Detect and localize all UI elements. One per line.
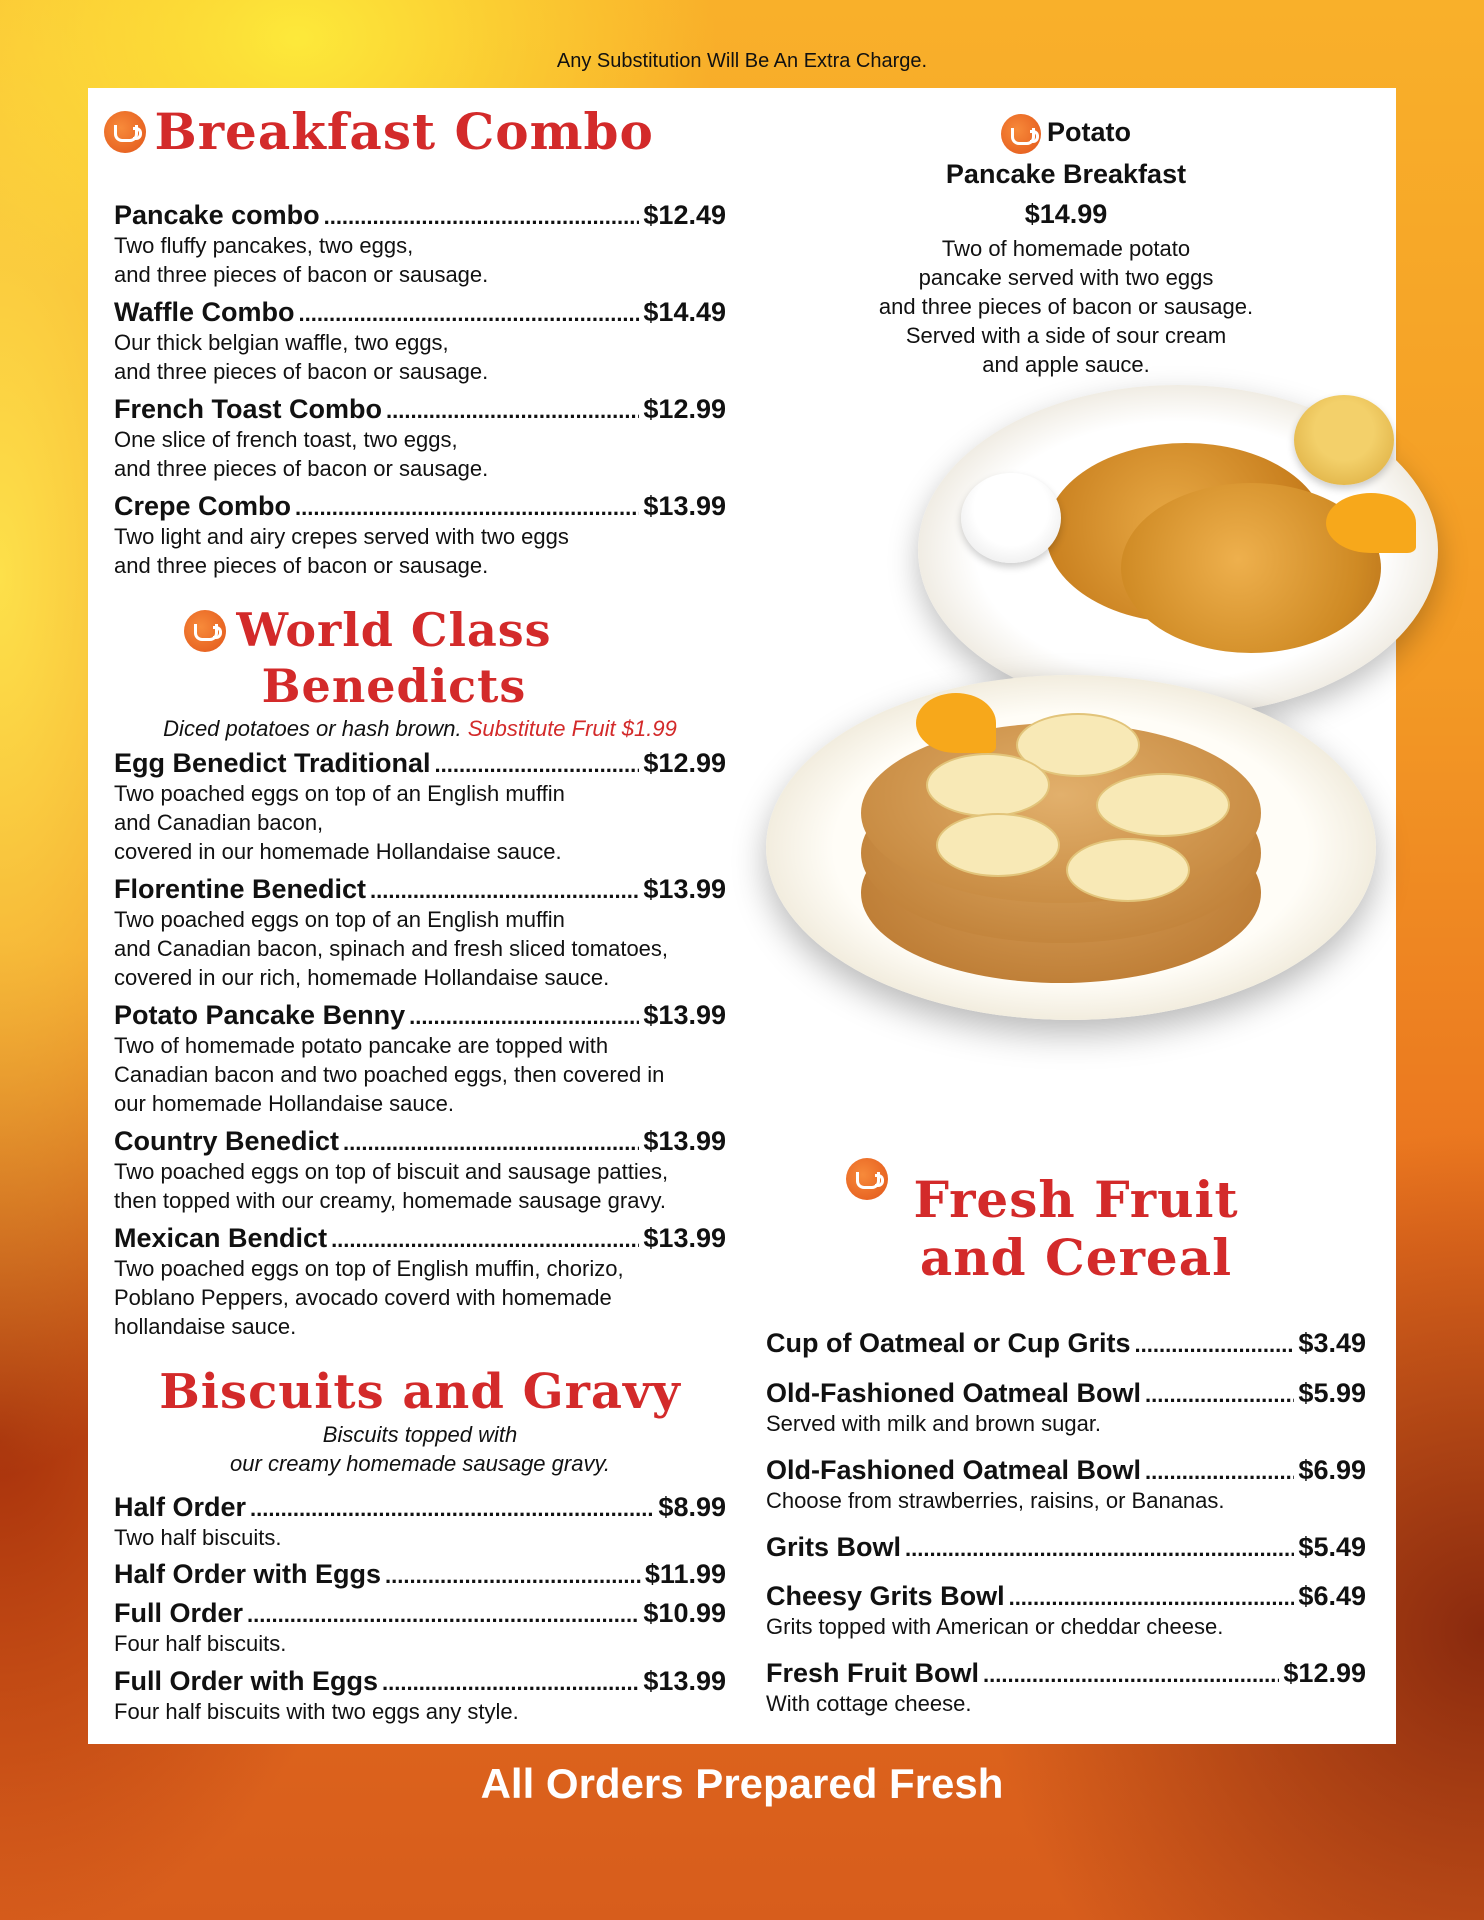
item-price: $13.99 — [643, 491, 726, 521]
potato-note: Diced potatoes or hash brown. — [163, 716, 462, 741]
item-desc: Poblano Peppers, avocado coverd with homemade — [114, 1285, 612, 1310]
item-desc: With cottage cheese. — [766, 1691, 972, 1716]
item-desc: and three pieces of bacon or sausage. — [114, 456, 489, 481]
item-name: Potato Pancake Benny — [114, 1000, 406, 1030]
fruit-list — [766, 1328, 1366, 1735]
potato-desc: Served with a side of sour cream — [905, 323, 1227, 348]
item-name: French Toast Combo — [114, 394, 383, 424]
item-price: $12.99 — [1283, 1658, 1366, 1688]
item-name: Waffle Combo — [114, 297, 295, 327]
biscuits-title: Biscuits and Gravy — [159, 1364, 681, 1420]
menu-item — [114, 748, 726, 874]
cup-icon-wrap — [846, 1158, 888, 1200]
menu-item — [114, 200, 726, 297]
item-price: $13.99 — [643, 1223, 726, 1253]
substitution-note: Any Substitution Will Be An Extra Charge. — [556, 50, 928, 72]
item-price: $14.49 — [643, 297, 726, 327]
menu-item — [114, 297, 726, 394]
item-price: $6.49 — [1298, 1581, 1366, 1611]
potato-title-line2: Pancake Breakfast — [945, 159, 1187, 189]
menu-item — [766, 1455, 1366, 1532]
item-name: Old-Fashioned Oatmeal Bowl — [766, 1378, 1142, 1408]
biscuits-sub1: Biscuits topped with — [322, 1422, 518, 1447]
menu-item — [114, 1126, 726, 1223]
fruit-title-line2: and Cereal — [919, 1228, 1233, 1287]
coffee-cup-icon — [846, 1158, 888, 1200]
substitute-fruit-note: Substitute Fruit $1.99 — [467, 716, 677, 741]
banana-slice — [936, 813, 1060, 877]
banana-slice — [1096, 773, 1230, 837]
menu-item — [766, 1658, 1366, 1735]
item-desc: covered in our homemade Hollandaise sauce. — [114, 839, 562, 864]
orange-slice — [916, 693, 996, 753]
item-name: Crepe Combo — [114, 491, 292, 521]
potato-desc: and apple sauce. — [982, 352, 1150, 377]
item-price: $13.99 — [643, 874, 726, 904]
menu-item — [766, 1581, 1366, 1658]
item-desc: Grits topped with American or cheddar cheese. — [766, 1614, 1224, 1639]
item-desc: covered in our rich, homemade Hollandaise sauce. — [114, 965, 610, 990]
coffee-cup-icon — [104, 111, 146, 153]
item-name: Egg Benedict Traditional — [114, 748, 431, 778]
item-name: Country Benedict — [114, 1126, 340, 1156]
item-desc: Served with milk and brown sugar. — [766, 1411, 1102, 1436]
item-desc: Choose from strawberries, raisins, or Bananas. — [766, 1488, 1225, 1513]
menu-item — [114, 1598, 726, 1666]
item-desc: Two poached eggs on top of English muffin, chorizo, — [114, 1256, 624, 1281]
item-price: $12.49 — [643, 200, 726, 230]
item-price: $5.99 — [1298, 1378, 1366, 1408]
benedicts-list — [114, 748, 726, 1349]
item-price: $12.99 — [643, 748, 726, 778]
item-price: $6.99 — [1298, 1455, 1366, 1485]
item-price: $8.99 — [658, 1492, 726, 1522]
menu-item — [766, 1328, 1366, 1378]
item-desc: Two poached eggs on top of an English muffin — [114, 907, 565, 932]
banana-slice — [926, 753, 1050, 817]
item-desc: Our thick belgian waffle, two eggs, — [114, 330, 449, 355]
potato-title-word: Potato — [1047, 117, 1131, 148]
biscuits-sub2: our creamy homemade sausage gravy. — [230, 1451, 610, 1476]
menu-item — [114, 1000, 726, 1126]
breakfast-combo-title: Breakfast Combo — [154, 102, 654, 161]
menu-item — [114, 394, 726, 491]
item-price: $5.49 — [1298, 1532, 1366, 1562]
menu-item — [114, 1666, 726, 1733]
item-desc: Two fluffy pancakes, two eggs, — [114, 233, 414, 258]
breakfast-combo-list — [114, 200, 726, 588]
item-price: $13.99 — [643, 1666, 726, 1696]
benedicts-title-line1: World Class — [236, 603, 552, 657]
sour-cream-cup — [961, 473, 1061, 563]
breakfast-combo-heading — [104, 102, 654, 161]
item-name: Old-Fashioned Oatmeal Bowl — [766, 1455, 1142, 1485]
item-price: $13.99 — [643, 1126, 726, 1156]
food-photo — [766, 383, 1416, 1023]
item-name: Mexican Bendict — [114, 1223, 328, 1253]
coffee-cup-icon — [184, 610, 226, 652]
orange-slice — [1326, 493, 1416, 553]
potato-title-line1 — [766, 114, 1366, 154]
item-desc: our homemade Hollandaise sauce. — [114, 1091, 454, 1116]
benedicts-note — [114, 716, 726, 742]
menu-item — [114, 1223, 726, 1349]
menu-item — [114, 1492, 726, 1559]
item-desc: Four half biscuits. — [114, 1631, 287, 1656]
item-name: Half Order — [114, 1492, 247, 1522]
potato-price: $14.99 — [1024, 199, 1108, 229]
item-desc: Four half biscuits with two eggs any style. — [114, 1699, 519, 1724]
item-name: Grits Bowl — [766, 1532, 902, 1562]
item-name: Florentine Benedict — [114, 874, 367, 904]
item-desc: then topped with our creamy, homemade sausage gravy. — [114, 1188, 666, 1213]
item-desc: Two light and airy crepes served with two eggs — [114, 524, 569, 549]
item-name: Full Order with Eggs — [114, 1666, 379, 1696]
item-desc: and three pieces of bacon or sausage. — [114, 262, 489, 287]
potato-desc: Two of homemade potato — [941, 236, 1191, 261]
fruit-title-line1: Fresh Fruit — [913, 1170, 1239, 1229]
item-price: $3.49 — [1298, 1328, 1366, 1358]
item-name: Pancake combo — [114, 200, 320, 230]
menu-panel — [88, 88, 1396, 1744]
item-desc: and three pieces of bacon or sausage. — [114, 359, 489, 384]
item-name: Cheesy Grits Bowl — [766, 1581, 1005, 1611]
item-price: $13.99 — [643, 1000, 726, 1030]
item-desc: and Canadian bacon, — [114, 810, 324, 835]
fruit-heading — [886, 1171, 1266, 1287]
item-desc: Two of homemade potato pancake are topped with — [114, 1033, 609, 1058]
cup-icon-wrap — [184, 610, 226, 652]
item-desc: Two half biscuits. — [114, 1525, 282, 1550]
item-desc: One slice of french toast, two eggs, — [114, 427, 458, 452]
footer-tagline: All Orders Prepared Fresh — [480, 1760, 1004, 1807]
item-desc: Two poached eggs on top of an English muffin — [114, 781, 565, 806]
biscuits-list — [114, 1492, 726, 1733]
item-price: $10.99 — [643, 1598, 726, 1628]
item-desc: and Canadian bacon, spinach and fresh sliced tomatoes, — [114, 936, 669, 961]
menu-item — [766, 1532, 1366, 1581]
biscuits-heading — [114, 1364, 726, 1478]
menu-item — [114, 1559, 726, 1598]
item-desc: Canadian bacon and two poached eggs, then covered in — [114, 1062, 665, 1087]
potato-desc: and three pieces of bacon or sausage. — [878, 294, 1254, 319]
item-desc: hollandaise sauce. — [114, 1314, 297, 1339]
item-name: Fresh Fruit Bowl — [766, 1658, 980, 1688]
banana-slice — [1066, 838, 1190, 902]
menu-item — [766, 1378, 1366, 1455]
item-name: Cup of Oatmeal or Cup Grits — [766, 1328, 1131, 1358]
item-name: Half Order with Eggs — [114, 1559, 382, 1589]
potato-pancake-block — [766, 114, 1366, 379]
item-price: $11.99 — [644, 1559, 726, 1589]
item-name: Full Order — [114, 1598, 244, 1628]
menu-item — [114, 874, 726, 1000]
potato-desc: pancake served with two eggs — [918, 265, 1214, 290]
item-desc: Two poached eggs on top of biscuit and sausage patties, — [114, 1159, 669, 1184]
coffee-cup-icon — [1001, 114, 1041, 154]
benedicts-title-line2: Benedicts — [261, 659, 527, 713]
item-desc: and three pieces of bacon or sausage. — [114, 553, 489, 578]
benedicts-heading — [224, 602, 564, 714]
item-price: $12.99 — [643, 394, 726, 424]
apple-sauce-cup — [1294, 395, 1394, 485]
menu-item — [114, 491, 726, 588]
